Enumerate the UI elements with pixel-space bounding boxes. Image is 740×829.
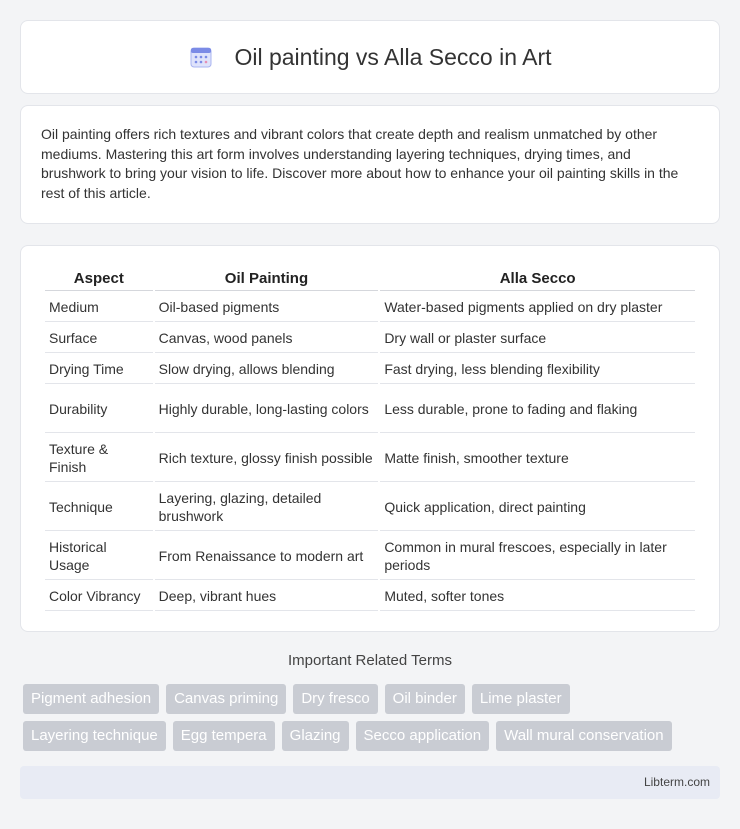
- row-aspect: Surface: [45, 324, 153, 353]
- row-oil: Layering, glazing, detailed brushwork: [155, 484, 379, 531]
- row-oil: Highly durable, long-lasting colors: [155, 386, 379, 433]
- row-secco: Matte finish, smoother texture: [380, 435, 695, 482]
- row-secco: Common in mural frescoes, especially in later periods: [380, 533, 695, 580]
- footer: [20, 766, 720, 799]
- row-oil: Canvas, wood panels: [155, 324, 379, 353]
- row-aspect: Durability: [45, 386, 153, 433]
- page-title: Oil painting vs Alla Secco in Art: [234, 43, 552, 70]
- tag-oil-binder[interactable]: Oil binder: [385, 684, 465, 714]
- row-secco: Fast drying, less blending flexibility: [380, 355, 695, 384]
- tag-canvas-priming[interactable]: Canvas priming: [166, 684, 286, 714]
- row-aspect: Medium: [45, 293, 153, 322]
- tag-pigment-adhesion[interactable]: Pigment adhesion: [23, 684, 159, 714]
- comparison-table: [43, 266, 697, 613]
- table-row: [45, 355, 695, 384]
- row-secco: Quick application, direct painting: [380, 484, 695, 531]
- tag-egg-tempera[interactable]: Egg tempera: [173, 721, 275, 751]
- tag-glazing[interactable]: Glazing: [282, 721, 349, 751]
- row-oil: Slow drying, allows blending: [155, 355, 379, 384]
- table-row: [45, 293, 695, 322]
- tag-wall-mural-conservation[interactable]: Wall mural conservation: [496, 721, 672, 751]
- row-aspect: Drying Time: [45, 355, 153, 384]
- header-oil-painting: Oil Painting: [155, 268, 379, 291]
- tag-row: [23, 684, 713, 714]
- table-row: [45, 386, 695, 433]
- tag-lime-plaster[interactable]: Lime plaster: [472, 684, 570, 714]
- row-aspect: Historical Usage: [45, 533, 153, 580]
- related-terms-title: Important Related Terms: [288, 652, 452, 669]
- intro-text: Oil painting offers rich textures and vibrant colors that create depth and realism unmatched by other mediums. Mastering this art form involves understanding layering techniques, drying times, and brushwork to bring your vision to life. Discover more about how to enhance your oil painting skills in the rest of this article.: [41, 126, 679, 201]
- table-row: [45, 533, 695, 580]
- tag-row: [23, 721, 713, 751]
- calendar-grid-icon: [188, 44, 214, 70]
- row-secco: Dry wall or plaster surface: [380, 324, 695, 353]
- table-row: [45, 582, 695, 611]
- row-secco: Muted, softer tones: [380, 582, 695, 611]
- row-aspect: Texture & Finish: [45, 435, 153, 482]
- header-card: [20, 20, 720, 94]
- table-header-row: [45, 268, 695, 291]
- tag-dry-fresco[interactable]: Dry fresco: [293, 684, 377, 714]
- intro-card: [20, 105, 720, 224]
- table-row: [45, 324, 695, 353]
- tag-secco-application[interactable]: Secco application: [356, 721, 490, 751]
- table-row: [45, 484, 695, 531]
- footer-site-link[interactable]: Libterm.com: [643, 775, 710, 789]
- header-aspect: Aspect: [45, 268, 153, 291]
- row-secco: Water-based pigments applied on dry plaster: [380, 293, 695, 322]
- row-aspect: Color Vibrancy: [45, 582, 153, 611]
- row-oil: Rich texture, glossy finish possible: [155, 435, 379, 482]
- tag-layering-technique[interactable]: Layering technique: [23, 721, 166, 751]
- table-row: [45, 435, 695, 482]
- row-oil: From Renaissance to modern art: [155, 533, 379, 580]
- row-oil: Oil-based pigments: [155, 293, 379, 322]
- row-oil: Deep, vibrant hues: [155, 582, 379, 611]
- comparison-card: [20, 245, 720, 632]
- row-aspect: Technique: [45, 484, 153, 531]
- related-terms-tags: [23, 684, 713, 758]
- row-secco: Less durable, prone to fading and flaking: [380, 386, 695, 433]
- header-alla-secco: Alla Secco: [380, 268, 695, 291]
